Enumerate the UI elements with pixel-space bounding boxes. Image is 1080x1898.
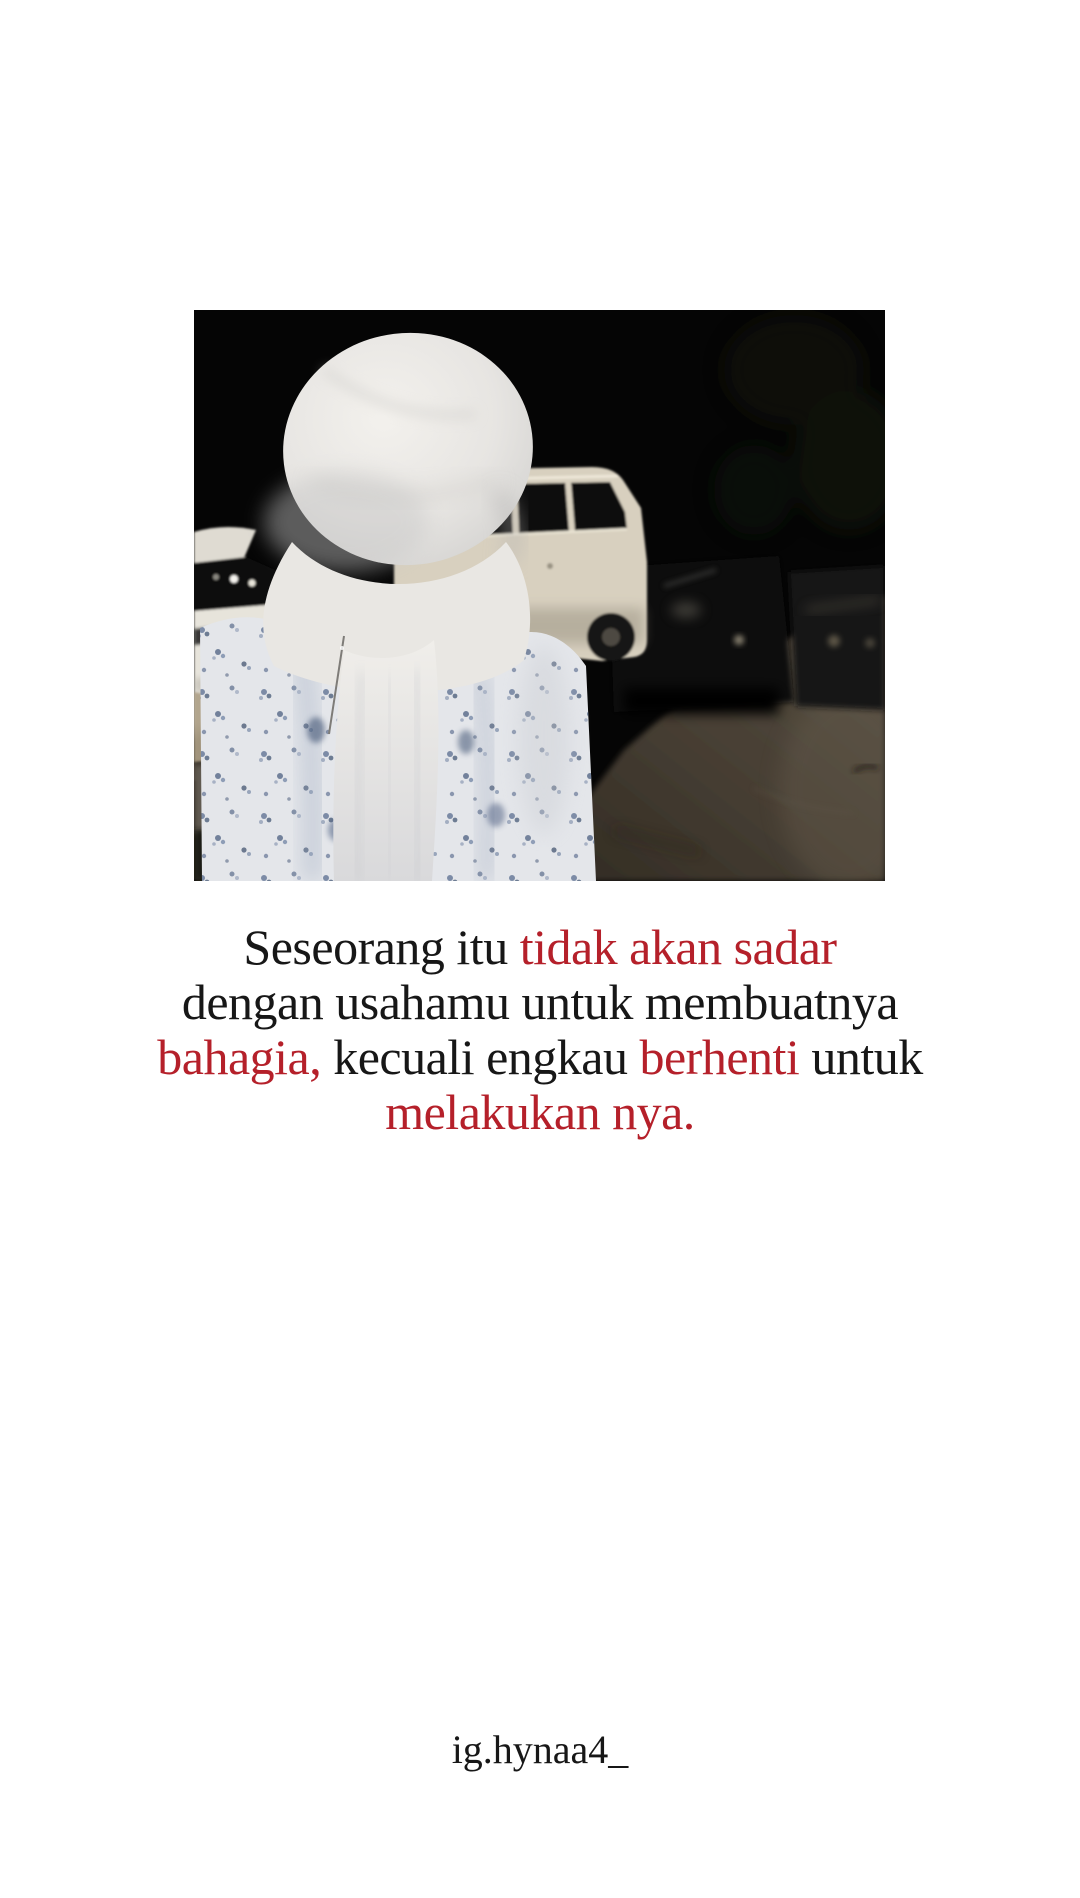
quote-segment: dengan usahamu untuk membuatnya	[181, 974, 899, 1030]
quote-segment: Seseorang itu	[243, 919, 520, 975]
quote-line	[30, 1030, 1050, 1085]
quote-line	[30, 1085, 1050, 1140]
scarf-tail	[333, 640, 438, 881]
quote-photo	[194, 310, 885, 881]
quote-segment: untuk	[799, 1029, 923, 1085]
quote-segment: melakukan nya.	[385, 1084, 695, 1140]
quote-segment: tidak akan sadar	[519, 919, 837, 975]
instagram-handle: ig.hynaa4_	[451, 1727, 629, 1772]
night-street-scene	[194, 310, 885, 881]
quote-segment: bahagia,	[157, 1029, 322, 1085]
quote-segment: berhenti	[639, 1029, 800, 1085]
quote-line	[30, 920, 1050, 975]
quote-segment: kecuali engkau	[321, 1029, 640, 1085]
quote-text	[30, 920, 1050, 1140]
quote-line	[30, 975, 1050, 1030]
